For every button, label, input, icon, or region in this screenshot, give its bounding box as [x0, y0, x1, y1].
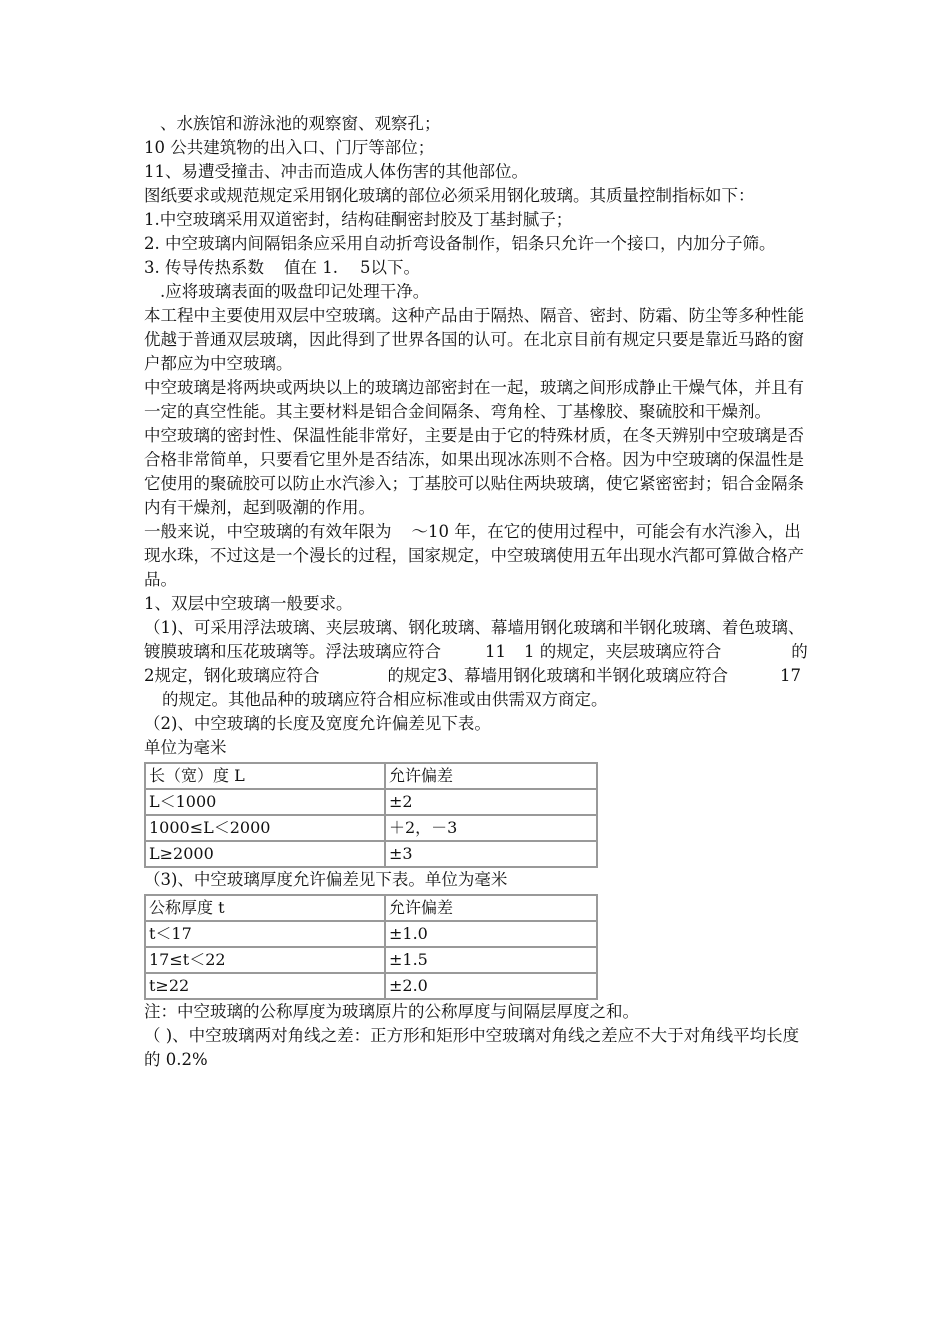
table-cell: L＜1000	[145, 789, 385, 815]
paragraph: 本工程中主要使用双层中空玻璃。这种产品由于隔热、隔音、密封、防霜、防尘等多种性能优越于普通双层玻璃，因此得到了世界各国的认可。在北京目前有规定只要是靠近马路的窗户都应为中空玻璃。	[144, 306, 804, 373]
table-row	[145, 921, 597, 947]
thickness-tolerance-table	[144, 894, 598, 1000]
table-cell: ±2.0	[385, 973, 597, 999]
list-item: 、水族馆和游泳池的观察窗、观察孔；	[160, 114, 441, 133]
table-header-cell: 长（宽）度 L	[145, 763, 385, 789]
table-cell: t＜17	[145, 921, 385, 947]
table-cell: ±1.5	[385, 947, 597, 973]
section-heading: 1、双层中空玻璃一般要求。	[144, 594, 353, 613]
table-header-cell: 允许偏差	[385, 895, 597, 921]
text-fragment: 11	[485, 642, 506, 661]
table-cell: ±3	[385, 841, 597, 867]
text-fragment: 一般来说，中空玻璃的有效年限为	[144, 522, 392, 541]
paragraph: 图纸要求或规范规定采用钢化玻璃的部位必须采用钢化玻璃。其质量控制指标如下：	[144, 186, 755, 205]
paragraph: 中空玻璃是将两块或两块以上的玻璃边部密封在一起，玻璃之间形成静止干燥气体，并且有一定的真空性能。其主要材料是铝合金间隔条、弯角栓、丁基橡胶、聚硫胶和干燥剂。	[144, 378, 804, 421]
table-cell: t≥22	[145, 973, 385, 999]
text-fragment: 的规定。其他品种的玻璃应符合相应标准或由供需双方商定。	[162, 690, 608, 709]
table-cell: ±1.0	[385, 921, 597, 947]
table-cell: L≥2000	[145, 841, 385, 867]
paragraph: （2)、中空玻璃的长度及宽度允许偏差见下表。	[144, 714, 491, 733]
length-tolerance-table	[144, 762, 598, 868]
text-fragment: 值在 1.	[284, 258, 338, 277]
list-item	[144, 256, 814, 280]
text-fragment: 17	[780, 666, 801, 685]
table-row	[145, 947, 597, 973]
paragraph	[144, 520, 814, 592]
list-item: 10 公共建筑物的出入口、门厅等部位；	[144, 138, 435, 157]
table-header-row	[145, 895, 597, 921]
document-page	[144, 112, 814, 1072]
list-item: 1.中空玻璃采用双道密封，结构硅酮密封胶及丁基封腻子；	[144, 210, 573, 229]
text-fragment: 3. 传导传热系数	[144, 258, 264, 277]
table-cell: ＋2，－3	[385, 815, 597, 841]
table-row	[145, 789, 597, 815]
table-row	[145, 815, 597, 841]
text-fragment: 的规定3、幕墙用钢化玻璃和半钢化玻璃应符合	[387, 666, 728, 685]
list-item: 11、易遭受撞击、冲击而造成人体伤害的其他部位。	[144, 162, 528, 181]
table-cell: ±2	[385, 789, 597, 815]
table-cell: 17≤t＜22	[145, 947, 385, 973]
table-header-row	[145, 763, 597, 789]
table-row	[145, 973, 597, 999]
table-header-cell: 公称厚度 t	[145, 895, 385, 921]
unit-label: 单位为毫米	[144, 738, 227, 757]
text-fragment: 5以下。	[360, 258, 420, 277]
table-row	[145, 841, 597, 867]
table-header-cell: 允许偏差	[385, 763, 597, 789]
paragraph	[144, 616, 814, 712]
text-fragment: （1)、可采用浮法玻璃、夹层玻璃、钢化玻璃、幕墙用钢化玻璃和半钢化玻璃、着色玻璃、镀膜玻璃和压花玻璃等。浮法玻璃应符合	[144, 618, 805, 661]
list-item: 2. 中空玻璃内间隔铝条应采用自动折弯设备制作，铝条只允许一个接口，内加分子筛。	[144, 234, 776, 253]
table-cell: 1000≤L＜2000	[145, 815, 385, 841]
text-fragment: 1 的规定，夹层玻璃应符合	[524, 642, 722, 661]
note: 注：中空玻璃的公称厚度为玻璃原片的公称厚度与间隔层厚度之和。	[144, 1002, 639, 1021]
paragraph: 中空玻璃的密封性、保温性能非常好，主要是由于它的特殊材质，在冬天辨别中空玻璃是否合格非常简单，只要看它里外是否结冻，如果出现冰冻则不合格。因为中空玻璃的保温性是它使用的聚硫胶可以防止水汽渗入；丁基胶可以贴住两块玻璃，使它紧密密封；铝合金隔条内有干燥剂，起到吸潮的作用。	[144, 426, 804, 517]
list-item: .应将玻璃表面的吸盘印记处理干净。	[160, 282, 430, 301]
paragraph: （3)、中空玻璃厚度允许偏差见下表。单位为毫米	[144, 870, 508, 889]
text-fragment: 的2规定，钢化玻璃应符合	[144, 642, 808, 685]
paragraph: （ )、中空玻璃两对角线之差：正方形和矩形中空玻璃对角线之差应不大于对角线平均长度的 0.2%	[144, 1026, 800, 1069]
text-fragment: ～10 年，在它的使用过程中，可能会有水汽渗入，出现水珠，不过这是一个漫长的过程，国家规定，中空玻璃使用五年出现水汽都可算做合格产品。	[144, 522, 804, 589]
